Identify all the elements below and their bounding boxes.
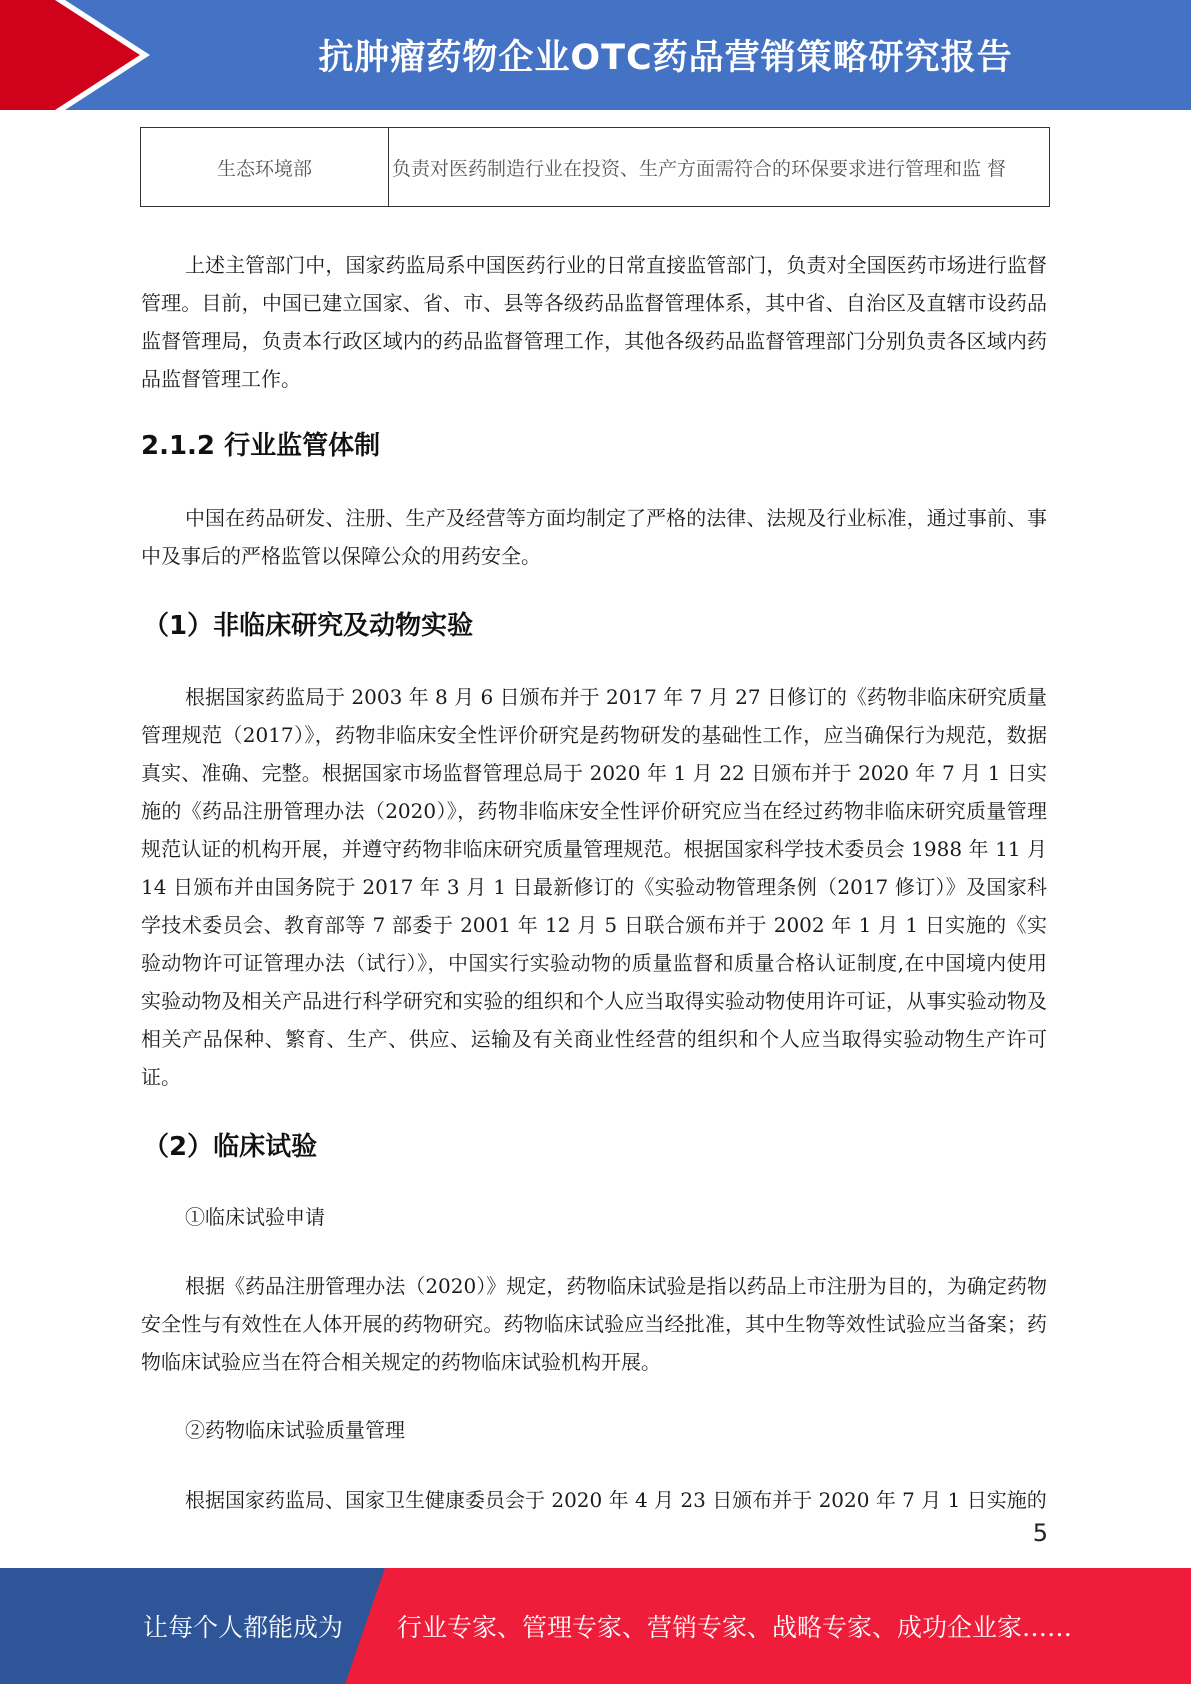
- table-cell-department: 生态环境部: [141, 128, 389, 207]
- page-footer: [0, 1568, 1191, 1684]
- subsection-heading-clinical: （2）临床试验: [143, 1132, 318, 1162]
- page-header: [0, 0, 1191, 110]
- header-arrow-decoration: [0, 0, 160, 110]
- paragraph-nonclinical: 根据国家药监局于 2003 年 8 月 6 日颁布并于 2017 年 7 月 27 日修订的《药物非临床研究质量管理规范（2017）》，药物非临床安全性评价研究是药物研发的基础性工作，应当确保行为规范，数据真实、准确、完整。根据国家市场监督管理总局于 2020 年 1 月 22 日颁布并于 2020 年 7 月 1 日实施的《药品注册管理办法（2020）》，药物非临床安全性评价研究应当在经过药物非临床研究质量管理规范认证的机构开展，并遵守药物非临床研究质量管理规范。根据国家科学技术委员会 1988 年 11 月 14 日颁布并由国务院于 2017 年 3 月 1 日最新修订的《实验动物管理条例（2017 修订）》及国家科学技术委员会、教育部等 7 部委于 2001 年 12 月 5 日联合颁布并于 2002 年 1 月 1 日实施的《实验动物许可证管理办法（试行）》，中国实行实验动物的质量监督和质量合格认证制度,在中国境内使用实验动物及相关产品进行科学研究和实验的组织和个人应当取得实验动物使用许可证，从事实验动物及相关产品保种、繁育、生产、供应、运输及有关商业性经营的组织和个人应当取得实验动物生产许可证。: [141, 685, 1047, 1089]
- paragraph-clinical-quality: 根据国家药监局、国家卫生健康委员会于 2020 年 4 月 23 日颁布并于 2020 年 7 月 1 日实施的: [185, 1488, 1047, 1512]
- report-title: 抗肿瘤药物企业OTC药品营销策略研究报告: [318, 38, 1013, 78]
- paragraph-clinical-application: 根据《药品注册管理办法（2020）》规定，药物临床试验是指以药品上市注册为目的，为确定药物安全性与有效性在人体开展的药物研究。药物临床试验应当经批准，其中生物等效性试验应当备案；药物临床试验应当在符合相关规定的药物临床试验机构开展。: [141, 1274, 1047, 1374]
- table-cell-duty: 负责对医药制造行业在投资、生产方面需符合的环保要求进行管理和监 督: [389, 128, 1050, 207]
- subsection-heading-nonclinical: （1）非临床研究及动物实验: [143, 611, 474, 641]
- item-clinical-application: ①临床试验申请: [185, 1205, 325, 1229]
- regulator-table: [140, 127, 1050, 207]
- paragraph-regulation-system: 中国在药品研发、注册、生产及经营等方面均制定了严格的法律、法规及行业标准，通过事前、事中及事后的严格监管以保障公众的用药安全。: [141, 506, 1047, 568]
- item-clinical-quality: ②药物临床试验质量管理: [185, 1418, 405, 1442]
- footer-slogan-right: 行业专家、管理专家、营销专家、战略专家、成功企业家……: [397, 1613, 1073, 1642]
- footer-slogan-left: 让每个人都能成为: [143, 1613, 344, 1642]
- paragraph-regulators: 上述主管部门中，国家药监局系中国医药行业的日常直接监管部门，负责对全国医药市场进行监督管理。目前，中国已建立国家、省、市、县等各级药品监督管理体系，其中省、自治区及直辖市设药品监督管理局，负责本行政区域内的药品监督管理工作，其他各级药品监督管理部门分别负责各区域内药品监督管理工作。: [141, 253, 1047, 391]
- page-number: 5: [1032, 1519, 1048, 1547]
- section-heading-2-1-2: 2.1.2 行业监管体制: [141, 431, 381, 461]
- table-row: [141, 128, 1050, 207]
